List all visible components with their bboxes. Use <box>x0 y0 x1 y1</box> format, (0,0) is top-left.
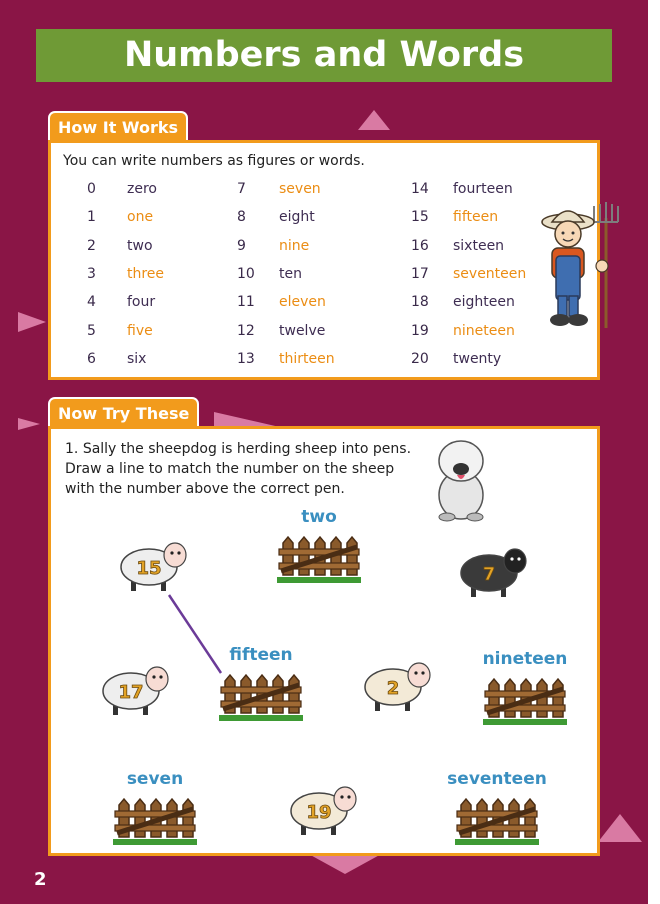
page-number: 2 <box>34 869 47 890</box>
number-word: sixteen <box>453 237 505 254</box>
how-it-works-tab: How It Works <box>48 111 188 141</box>
number-figure: 15 <box>411 209 429 226</box>
number-word: two <box>127 237 153 254</box>
number-figure: 1 <box>87 209 96 226</box>
pen-label[interactable]: seventeen <box>447 769 547 789</box>
number-word: seven <box>279 181 321 197</box>
number-word: eight <box>279 209 315 226</box>
number-word: twenty <box>453 350 502 367</box>
number-figure: 9 <box>237 237 246 254</box>
number-word: zero <box>127 181 157 197</box>
pen-label[interactable]: seven <box>126 769 184 789</box>
number-word: six <box>127 350 147 367</box>
question-number: 1. <box>65 441 79 457</box>
sheep-7[interactable] <box>457 539 527 601</box>
number-word: fourteen <box>453 181 513 197</box>
decor-triangle <box>18 418 40 430</box>
sheep-number: 15 <box>136 558 162 579</box>
pen-fence[interactable] <box>451 791 543 847</box>
number-figure: 16 <box>411 237 429 254</box>
pen-fence[interactable] <box>109 791 201 847</box>
sheep-17[interactable] <box>99 657 169 719</box>
sheep-19[interactable] <box>287 777 357 839</box>
number-figure: 5 <box>87 322 96 339</box>
pen-label[interactable]: nineteen <box>482 649 568 669</box>
sheep-15[interactable] <box>117 533 187 595</box>
sheep-number: 19 <box>306 802 332 823</box>
sheep-number: 17 <box>118 682 144 703</box>
number-figure: 10 <box>237 265 255 282</box>
sheep-number: 2 <box>386 678 400 699</box>
number-word: fifteen <box>453 209 499 226</box>
farmer-illustration <box>536 200 626 330</box>
number-word: nine <box>279 237 310 254</box>
number-figure: 2 <box>87 237 96 254</box>
number-word: one <box>127 209 154 226</box>
page-title: Numbers and Words <box>36 29 612 82</box>
intro-text: You can write numbers as figures or words. <box>63 153 365 169</box>
number-reference-card <box>48 140 600 380</box>
number-word: thirteen <box>279 350 335 367</box>
number-word: ten <box>279 265 302 282</box>
number-figure: 11 <box>237 294 255 311</box>
number-word: eighteen <box>453 294 515 311</box>
number-figure: 7 <box>237 181 246 197</box>
number-figure: 18 <box>411 294 429 311</box>
pen-label[interactable]: fifteen <box>229 645 293 665</box>
number-word: nineteen <box>453 322 515 339</box>
number-word: eleven <box>279 294 326 311</box>
sheep-number: 7 <box>482 564 496 585</box>
now-try-these-tab: Now Try These <box>48 397 199 427</box>
number-figure: 8 <box>237 209 246 226</box>
pen-fence[interactable] <box>479 671 571 727</box>
decor-triangle <box>358 110 390 130</box>
number-figure: 17 <box>411 265 429 282</box>
sheep-2[interactable] <box>361 653 431 715</box>
number-figure: 13 <box>237 350 255 367</box>
decor-triangle <box>18 312 46 332</box>
number-word: five <box>127 322 153 339</box>
number-word: three <box>127 265 165 282</box>
pen-fence[interactable] <box>273 529 365 585</box>
question-body: Sally the sheepdog is herding sheep into pens. Draw a line to match the number on the sheep with the number above the correct pen. <box>65 441 412 497</box>
pen-label[interactable]: two <box>301 507 337 527</box>
number-word: four <box>127 294 156 311</box>
decor-triangle <box>598 814 642 842</box>
number-figure: 6 <box>87 350 96 367</box>
pen-fence[interactable] <box>215 667 307 723</box>
number-word: twelve <box>279 322 326 339</box>
number-figure: 12 <box>237 322 255 339</box>
number-figure: 4 <box>87 294 96 311</box>
number-figure: 3 <box>87 265 96 282</box>
number-figure: 0 <box>87 181 96 197</box>
number-word: seventeen <box>453 265 527 282</box>
number-figure: 20 <box>411 350 429 367</box>
activity-card <box>48 426 600 856</box>
number-figure: 19 <box>411 322 429 339</box>
number-figure: 14 <box>411 181 429 197</box>
